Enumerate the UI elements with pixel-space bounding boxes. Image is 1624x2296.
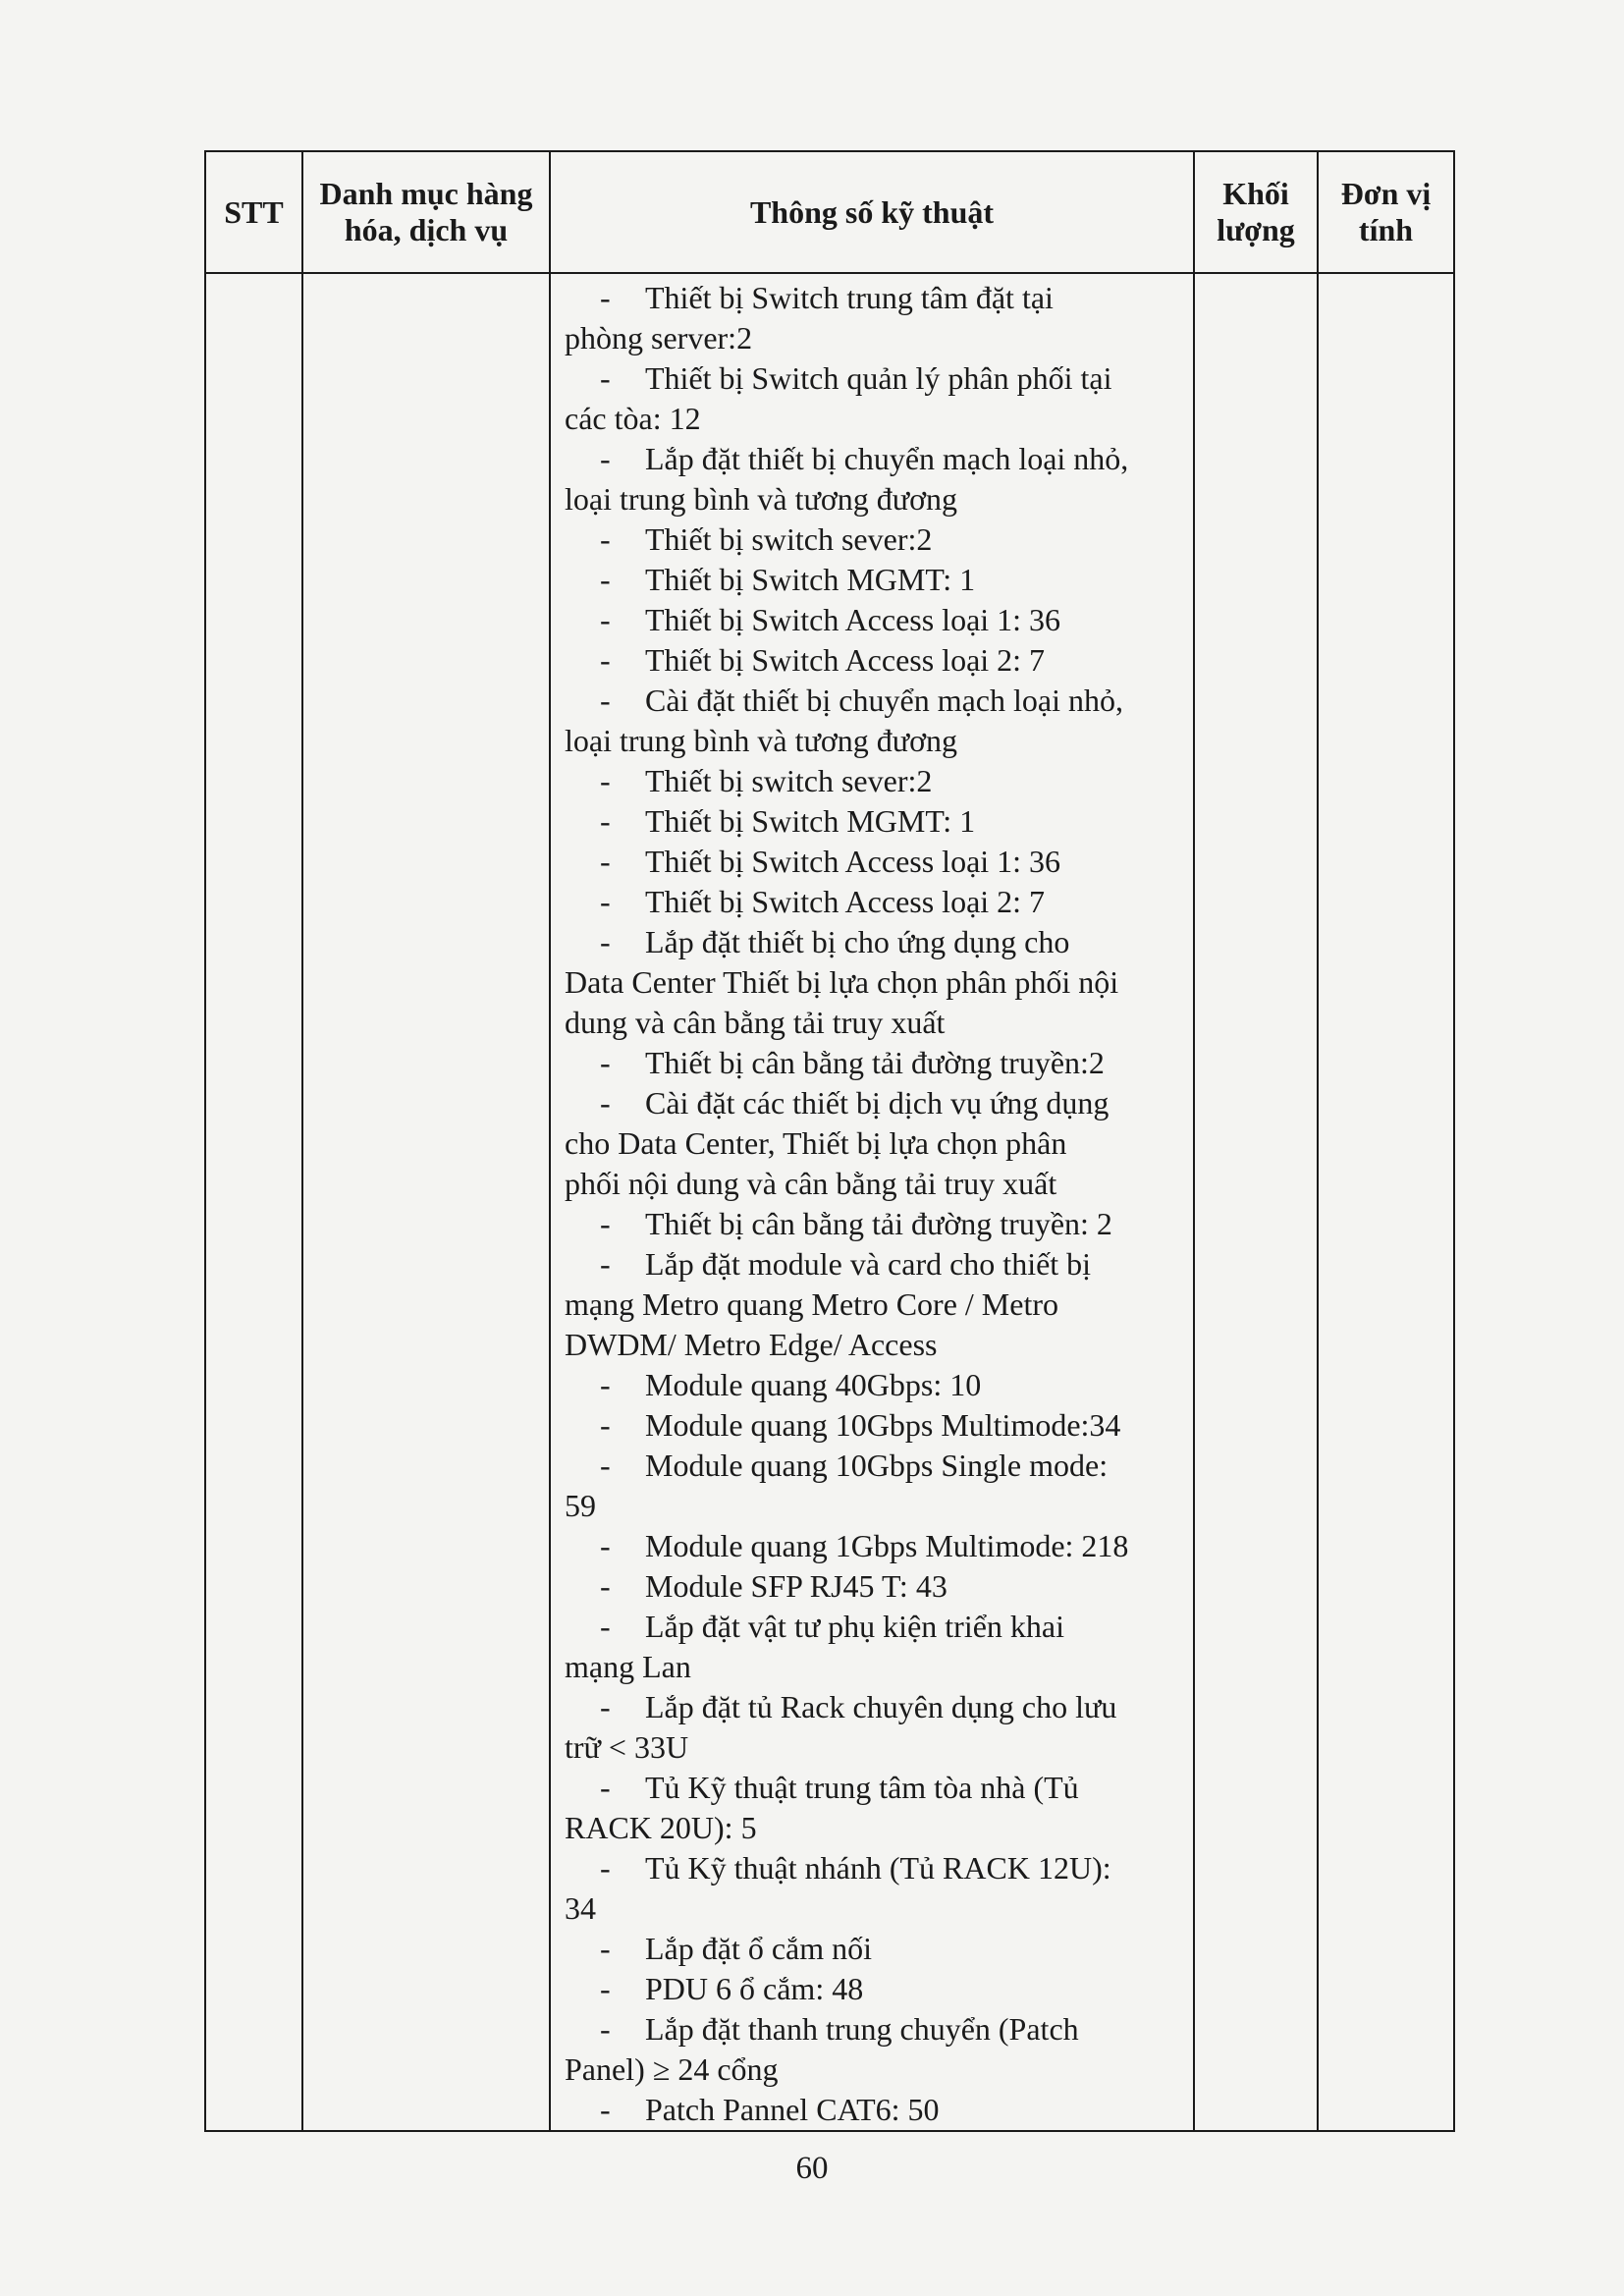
spec-bullet-line: - Lắp đặt ổ cắm nối	[565, 1929, 1183, 1969]
spec-continuation-line: Data Center Thiết bị lựa chọn phân phối nội	[565, 964, 1119, 1000]
spec-continuation-line: 34	[565, 1890, 596, 1926]
spec-bullet-line: - Thiết bị Switch MGMT: 1	[565, 560, 1183, 600]
specification-table	[204, 150, 1455, 2132]
spec-continuation-line: RACK 20U): 5	[565, 1810, 757, 1845]
spec-continuation-line: trữ < 33U	[565, 1729, 689, 1765]
spec-bullet-line: - Thiết bị switch sever:2	[565, 519, 1183, 560]
spec-bullet-line: - Module quang 10Gbps Single mode:	[565, 1446, 1183, 1486]
unit-cell	[1318, 273, 1454, 2131]
spec-bullet-line: - Thiết bị Switch Access loại 1: 36	[565, 600, 1183, 640]
spec-bullet-line: - Patch Pannel CAT6: 50	[565, 2090, 1183, 2130]
spec-bullet-line: - Thiết bị Switch trung tâm đặt tại	[565, 278, 1183, 318]
spec-bullet-line: - Tủ Kỹ thuật nhánh (Tủ RACK 12U):	[565, 1848, 1183, 1888]
spec-bullet-line: - Module quang 40Gbps: 10	[565, 1365, 1183, 1405]
spec-continuation-line: mạng Metro quang Metro Core / Metro	[565, 1286, 1058, 1322]
spec-bullet-line: - Module SFP RJ45 T: 43	[565, 1566, 1183, 1607]
spec-bullet-line: - Thiết bị switch sever:2	[565, 761, 1183, 801]
stt-cell	[205, 273, 302, 2131]
spec-continuation-line: Panel) ≥ 24 cổng	[565, 2051, 779, 2087]
header-unit: Đơn vị tính	[1318, 151, 1454, 273]
table-row	[205, 273, 1454, 2131]
spec-bullet-line: - Lắp đặt vật tư phụ kiện triển khai	[565, 1607, 1183, 1647]
spec-bullet-line: - Thiết bị Switch Access loại 2: 7	[565, 882, 1183, 922]
spec-continuation-line: 59	[565, 1488, 596, 1523]
spec-bullet-line: - Thiết bị Switch Access loại 2: 7	[565, 640, 1183, 681]
header-specs: Thông số kỹ thuật	[550, 151, 1194, 273]
header-stt: STT	[205, 151, 302, 273]
spec-bullet-line: - Lắp đặt module và card cho thiết bị	[565, 1244, 1183, 1285]
page-number: 60	[795, 2151, 829, 2186]
spec-continuation-line: dung và cân bằng tải truy xuất	[565, 1005, 946, 1040]
spec-bullet-line: - Thiết bị cân bằng tải đường truyền: 2	[565, 1204, 1183, 1244]
spec-bullet-line: - Thiết bị Switch quản lý phân phối tại	[565, 358, 1183, 399]
spec-bullet-line: - Lắp đặt thiết bị cho ứng dụng cho	[565, 922, 1183, 962]
spec-continuation-line: DWDM/ Metro Edge/ Access	[565, 1327, 938, 1362]
category-cell	[302, 273, 550, 2131]
spec-continuation-line: phòng server:2	[565, 320, 753, 355]
header-category: Danh mục hàng hóa, dịch vụ	[302, 151, 550, 273]
spec-bullet-line: - PDU 6 ổ cắm: 48	[565, 1969, 1183, 2009]
spec-bullet-line: - Cài đặt thiết bị chuyển mạch loại nhỏ,	[565, 681, 1183, 721]
spec-continuation-line: loại trung bình và tương đương	[565, 481, 958, 517]
spec-bullet-line: - Module quang 1Gbps Multimode: 218	[565, 1526, 1183, 1566]
specs-cell	[550, 273, 1194, 2131]
table-header-row	[205, 151, 1454, 273]
spec-continuation-line: phối nội dung và cân bằng tải truy xuất	[565, 1166, 1057, 1201]
spec-bullet-line: - Module quang 10Gbps Multimode:34	[565, 1405, 1183, 1446]
spec-continuation-line: loại trung bình và tương đương	[565, 723, 958, 758]
spec-bullet-line: - Lắp đặt thiết bị chuyển mạch loại nhỏ,	[565, 439, 1183, 479]
spec-bullet-line: - Lắp đặt tủ Rack chuyên dụng cho lưu	[565, 1687, 1183, 1727]
header-quantity: Khối lượng	[1194, 151, 1318, 273]
spec-bullet-line: - Thiết bị Switch MGMT: 1	[565, 801, 1183, 842]
spec-continuation-line: các tòa: 12	[565, 401, 701, 436]
spec-bullet-line: - Lắp đặt thanh trung chuyển (Patch	[565, 2009, 1183, 2050]
spec-continuation-line: cho Data Center, Thiết bị lựa chọn phân	[565, 1125, 1067, 1161]
spec-bullet-line: - Cài đặt các thiết bị dịch vụ ứng dụng	[565, 1083, 1183, 1123]
spec-bullet-line: - Thiết bị cân bằng tải đường truyền:2	[565, 1043, 1183, 1083]
spec-bullet-line: - Thiết bị Switch Access loại 1: 36	[565, 842, 1183, 882]
quantity-cell	[1194, 273, 1318, 2131]
spec-continuation-line: mạng Lan	[565, 1649, 691, 1684]
spec-bullet-line: - Tủ Kỹ thuật trung tâm tòa nhà (Tủ	[565, 1768, 1183, 1808]
